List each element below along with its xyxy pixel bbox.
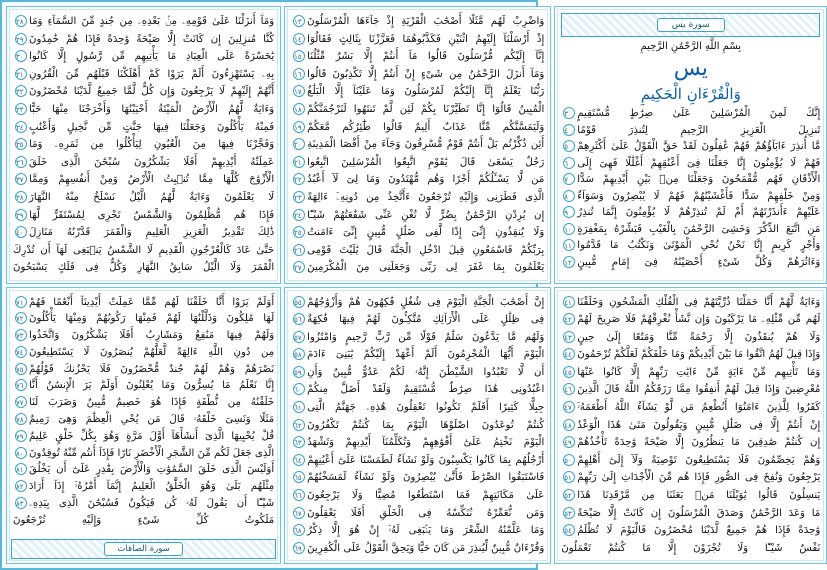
text-line bbox=[291, 84, 544, 100]
verse-text: وَإِذَا قِيلَ لَهُمُ اتَّقُوا مَا بَيْنَ أَيْدِيكُمْ وَمَا خَلْفَكُمْ لَعَلَّكُمْ تُرْحَمُونَ bbox=[577, 349, 821, 361]
text-line bbox=[291, 541, 544, 557]
verse-text: مَنِ اتَّبَعَ الذِّكْرَ وَخَشِىَ الرَّحْمَٰنَ بِالْغَيْبِ فَبَشِّرْهُ بِمَغْفِرَةٍ bbox=[577, 223, 821, 235]
text-line bbox=[13, 208, 274, 224]
page-text bbox=[291, 14, 544, 277]
ayah-number-marker: ٢٥ bbox=[293, 226, 305, 238]
text-line bbox=[291, 243, 544, 259]
ayah-number-marker: ٣٣ bbox=[15, 103, 27, 115]
text-line bbox=[291, 49, 544, 65]
text-line bbox=[291, 120, 544, 136]
verse-text: أَئِن ذُكِّرْتُم بَلْ أَنتُمْ قَوْمٌ مُّسْرِفُونَ وَجَآءَ مِنْ أَقْصَا الْمَدِينَةِ bbox=[307, 139, 545, 151]
basmala: بِسْمِ اللَّهِ الرَّحْمَٰنِ الرَّحِيمِ bbox=[640, 41, 742, 52]
verse-text: خَلَقْنَٰهُ مِن نُّطْفَةٍ فَإِذَا هُوَ خَصِيمٌ مُّبِينٌ وَضَرَبَ لَنَا bbox=[29, 397, 275, 409]
text-line bbox=[291, 155, 544, 171]
verse-text: عَمِلَتْهُ أَيْدِيهِمْ أَفَلَا يَشْكُرُونَ سُبْحَٰنَ الَّذِى خَلَقَ bbox=[29, 156, 275, 168]
text-line bbox=[561, 365, 820, 381]
page-text bbox=[13, 14, 274, 277]
ayah-number-marker: ٢١ bbox=[293, 156, 305, 168]
page-3 bbox=[6, 6, 281, 284]
text-line bbox=[13, 84, 274, 100]
verse-text: رَبُّنَا يَعْلَمُ إِنَّآ إِلَيْكُمْ لَمُرْسَلُونَ وَمَا عَلَيْنَآ إِلَّا الْبَلَٰغُ bbox=[307, 86, 545, 98]
page-text bbox=[561, 295, 820, 558]
ayah-number-marker: ١٤ bbox=[293, 33, 305, 45]
verse-text: جِبِلًّا كَثِيرًا أَفَلَمْ تَكُونُوا تَعْقِلُونَ هَٰذِهِۦ جَهَنَّمُ الَّتِى bbox=[307, 402, 545, 414]
ayah-number-marker: ٨٠ bbox=[15, 447, 27, 459]
ayah-number-marker: ٣٦ bbox=[15, 156, 27, 168]
text-line bbox=[291, 137, 544, 153]
verse-text: وَمَآ أَنزَلْنَا عَلَىٰ قَوْمِهِۦ مِنۢ بَعْدِهِۦ مِن جُندٍ مِّنَ السَّمَآءِ وَمَا bbox=[29, 16, 275, 27]
text-line bbox=[561, 222, 820, 238]
verse-text: إِنَّ أَصْحَٰبَ الْجَنَّةِ الْيَوْمَ فِى شُغُلٍ فَٰكِهُونَ هُمْ وَأَزْوَٰجُهُمْ bbox=[307, 296, 545, 308]
ayah-number-marker: ٣٤ bbox=[15, 121, 27, 133]
text-line bbox=[291, 312, 544, 328]
verse-text: وَأَجْرٍ كَرِيمٍ إِنَّا نَحْنُ نُحْىِ الْمَوْتَىٰ وَنَكْتُبُ مَا قَدَّمُوا bbox=[577, 240, 821, 251]
text-line bbox=[13, 243, 274, 259]
verse-text: عَلَىٰ مَكَانَتِهِمْ فَمَا اسْتَطَٰعُوا مُضِيًّا وَلَا يَرْجِعُونَ bbox=[307, 490, 545, 502]
ayah-number-marker: ٣٠ bbox=[15, 50, 27, 62]
verse-text: وَءَايَةٌ لَّهُمُ الْأَرْضُ الْمَيْتَةُ أَحْيَيْنَٰهَا وَأَخْرَجْنَا مِنْهَا حَبًّا bbox=[29, 103, 275, 115]
text-line bbox=[291, 330, 544, 346]
text-line bbox=[561, 382, 820, 398]
text-line bbox=[291, 295, 544, 311]
pages-grid bbox=[6, 6, 821, 564]
verse-text: لَا يَعْلَمُونَ وَءَايَةٌ لَّهُمُ الَّيْلُ نَسْلَخُ مِنْهُ النَّهَارَ bbox=[29, 191, 275, 203]
text-line bbox=[291, 14, 544, 30]
ayah-number-marker: ٧٧ bbox=[15, 396, 27, 408]
verse-text: أَوَلَمْ يَرَوْا أَنَّا خَلَقْنَا لَهُم مِّمَّا عَمِلَتْ أَيْدِينَآ أَنْعَٰمًا فَهُمْ bbox=[29, 296, 275, 308]
ayah-number-marker: ٦٧ bbox=[293, 507, 305, 519]
text-line bbox=[13, 513, 274, 529]
ayah-number-marker: ٣٥ bbox=[15, 138, 27, 150]
verse-text: مِثْلَهُم بَلَىٰ وَهُوَ الْخَلَّٰقُ الْعَلِيمُ إِنَّمَآ أَمْرُهُۥٓ إِذَآ أَرَادَ bbox=[29, 481, 275, 493]
ayah-number-marker: ٧٤ bbox=[15, 346, 27, 358]
text-line bbox=[13, 155, 274, 171]
text-line bbox=[291, 523, 544, 539]
ayah-number-marker: ١٢ bbox=[563, 256, 575, 268]
text-line bbox=[13, 446, 274, 462]
ayah-number-marker: ٢٨ bbox=[15, 15, 27, 27]
ayah-number-marker: ٥٥ bbox=[293, 296, 305, 308]
text-line bbox=[291, 172, 544, 188]
ayah-number-marker: ١١ bbox=[563, 239, 575, 251]
text-line bbox=[561, 435, 820, 451]
verse-text: وَمَا عَلَّمْنَٰهُ الشِّعْرَ وَمَا يَنۢبَغِى لَهُۥٓ إِنْ هُوَ إِلَّا ذِكْرٌ bbox=[307, 525, 545, 537]
text-line bbox=[291, 488, 544, 504]
ayah-number-marker: ٤٦ bbox=[563, 383, 575, 395]
ayah-number-marker: ٤٠ bbox=[15, 226, 27, 238]
text-line bbox=[13, 496, 274, 512]
ayah-number-marker: ٢٢ bbox=[293, 173, 305, 185]
verse-text: وَمَا تَأْتِيهِم مِّنْ ءَايَةٍ مِّنْ ءَايَٰتِ رَبِّهِمْ إِلَّا كَانُوا عَنْهَا bbox=[577, 366, 821, 378]
text-line bbox=[561, 347, 820, 363]
ayah-number-marker: ٥٧ bbox=[293, 331, 305, 343]
verse-text: إِنَّآ إِلَيْكُم مُّرْسَلُونَ قَالُوا مَآ أَنتُمْ إِلَّا بَشَرٌ مِّثْلُنَا bbox=[307, 51, 545, 63]
verse-text: وَمَن نُّعَمِّرْهُ نُنَكِّسْهُ فِى الْخَلْقِ أَفَلَا يَعْقِلُونَ bbox=[307, 507, 545, 519]
verse-text: إِنْ أَنتُمْ إِلَّا فِى ضَلَٰلٍ مُّبِينٍ وَيَقُولُونَ مَتَىٰ هَٰذَا الْوَعْدُ bbox=[577, 419, 821, 431]
text-line bbox=[13, 260, 274, 276]
verse-text: مِن دُونِ اللَّهِ ءَالِهَةً لَّعَلَّهُمْ يُنصَرُونَ لَا يَسْتَطِيعُونَ bbox=[29, 346, 275, 358]
verse-text: الَّذِى فَطَرَنِى وَإِلَيْهِ تُرْجَعُونَ ءَأَتَّخِذُ مِن دُونِهِۦٓ ءَالِهَةً bbox=[307, 191, 545, 203]
verse-text: لَهَا مَٰلِكُونَ وَذَلَّلْنَٰهَا لَهُمْ فَمِنْهَا رَكُوبُهُمْ وَمِنْهَا يَأْكُلُونَ bbox=[29, 313, 275, 325]
text-line bbox=[13, 102, 274, 118]
text-line bbox=[13, 429, 274, 445]
verse-text: الْيَوْمَ أَيُّهَا الْمُجْرِمُونَ أَلَمْ أَعْهَدْ إِلَيْكُمْ يَٰبَنِىٓ ءَادَمَ bbox=[307, 349, 545, 361]
ayah-number-marker: ٣٩ bbox=[15, 209, 27, 221]
text-line bbox=[561, 139, 820, 155]
text-line bbox=[561, 541, 820, 557]
ayah-number-marker: ٤١ bbox=[563, 296, 575, 308]
verse-text: قُلْ يُحْيِيهَا الَّذِىٓ أَنشَأَهَآ أَوَّلَ مَرَّةٍ وَهُوَ بِكُلِّ خَلْقٍ عَلِيمٌ bbox=[29, 430, 275, 442]
verse-text: كَفَرُوا لِلَّذِينَ ءَامَنُوٓا أَنُطْعِمُ مَن لَّوْ يَشَآءُ اللَّهُ أَطْعَمَهُۥٓ bbox=[577, 402, 821, 414]
verse-text: مَثَلًا وَنَسِىَ خَلْقَهُۥ قَالَ مَن يُحْىِ الْعِظَٰمَ وَهِىَ رَمِيمٌ bbox=[29, 414, 275, 426]
text-line bbox=[561, 418, 820, 434]
surah-opening-title: يس bbox=[673, 56, 708, 81]
ayah-number-marker: ٤٥ bbox=[563, 366, 575, 378]
text-line bbox=[561, 172, 820, 188]
page-2 bbox=[284, 6, 551, 284]
text-line bbox=[561, 470, 820, 486]
ayah-number-marker: ٦ bbox=[563, 157, 575, 169]
verse-text: الْمُبِينُ قَالُوٓا إِنَّا تَطَيَّرْنَا بِكُمْ لَئِن لَّمْ تَنتَهُوا لَنَرْجُمَنَّكُمْ bbox=[307, 103, 545, 115]
verse-text: حَتَّىٰ عَادَ كَالْعُرْجُونِ الْقَدِيمِ لَا الشَّمْسُ يَنۢبَغِى لَهَآ أَن تُدْرِكَ bbox=[13, 244, 275, 256]
verse-text: أَرْجُلُهُم بِمَا كَانُوا يَكْسِبُونَ وَلَوْ نَشَآءُ لَطَمَسْنَا عَلَىٰٓ أَعْيُنِهِمْ bbox=[307, 454, 545, 466]
ayah-number-marker: ٥٦ bbox=[293, 313, 305, 325]
page-text bbox=[13, 295, 274, 530]
page-6 bbox=[6, 287, 281, 565]
ayah-number-marker: ٦٦ bbox=[293, 489, 305, 501]
text-line bbox=[13, 49, 274, 65]
text-line bbox=[291, 470, 544, 486]
ayah-number-marker: ٨٢ bbox=[15, 480, 27, 492]
ayah-number-marker: ١٣ bbox=[293, 15, 305, 27]
ayah-number-marker: ٦٣ bbox=[293, 436, 305, 448]
ayah-number-marker: ٤٩ bbox=[563, 436, 575, 448]
surah-opening-verse: وَالْقُرْءَانِ الْحَكِيمِ bbox=[640, 85, 741, 103]
verse-text: عَلَيْهِمْ ءَأَنذَرْتَهُمْ أَمْ لَمْ تُنذِرْهُمْ لَا يُؤْمِنُونَ إِنَّمَا تُنذِرُ bbox=[577, 207, 821, 218]
text-line bbox=[561, 255, 820, 271]
verse-text: ذَٰلِكَ تَقْدِيرُ الْعَزِيزِ الْعَلِيمِ وَالْقَمَرَ قَدَّرْنَٰهُ مَنَازِلَ bbox=[29, 227, 275, 239]
verse-text: وَٰحِدَةً فَإِذَا هُمْ جَمِيعٌ لَّدَيْنَا مُحْضَرُونَ فَالْيَوْمَ لَا تُظْلَمُ bbox=[577, 525, 821, 537]
ayah-number-marker: ٤ bbox=[563, 124, 575, 136]
next-surah-name-plate: سورة الصافات bbox=[104, 542, 182, 556]
ayah-number-marker: ٥٢ bbox=[563, 489, 575, 501]
ayah-number-marker: ٧٩ bbox=[15, 430, 27, 442]
verse-text: وَلَا يُنقِذُونِ إِنِّىٓ إِذًا لَّفِى ضَلَٰلٍ مُّبِينٍ إِنِّىٓ ءَامَنتُ bbox=[307, 227, 545, 239]
text-line bbox=[13, 328, 274, 344]
page-5 bbox=[284, 287, 551, 565]
verse-text: بِهِۦ يَسْتَهْزِءُونَ أَلَمْ يَرَوْا كَمْ أَهْلَكْنَا قَبْلَهُم مِّنَ الْقُرُونِ bbox=[29, 68, 275, 80]
verse-text: مَا وَعَدَ الرَّحْمَٰنُ وَصَدَقَ الْمُرْسَلُونَ إِن كَانَتْ إِلَّا صَيْحَةً bbox=[577, 507, 821, 519]
verse-text: تَنزِيلَ الْعَزِيزِ الرَّحِيمِ لِتُنذِرَ قَوْمًا bbox=[577, 124, 821, 136]
ayah-number-marker: ٣١ bbox=[15, 68, 27, 80]
ayah-number-marker: ١٦ bbox=[293, 68, 305, 80]
text-line bbox=[13, 395, 274, 411]
text-line bbox=[13, 462, 274, 478]
verse-text: مَلَكُوتُ كُلِّ شَىْءٍ وَإِلَيْهِ تُرْجَعُونَ bbox=[13, 514, 275, 526]
text-line bbox=[561, 400, 820, 416]
page-4 bbox=[554, 287, 827, 565]
surah-name-plate: سورة يس bbox=[657, 18, 725, 32]
page-1 bbox=[554, 6, 827, 284]
ayah-number-marker: ٦٢ bbox=[293, 419, 305, 431]
text-line bbox=[291, 365, 544, 381]
verse-text: الْقَمَرَ وَلَا الَّيْلُ سَابِقُ النَّهَارِ وَكُلٌّ فِى فَلَكٍ يَسْبَحُونَ bbox=[13, 262, 275, 274]
ayah-number-marker: ٣ bbox=[563, 107, 575, 119]
verse-text: نَصْرَهُمْ وَهُمْ لَهُمْ جُندٌ مُّحْضَرُونَ فَلَا يَحْزُنكَ قَوْلُهُمْ bbox=[29, 363, 275, 375]
ayah-number-marker: ٥٣ bbox=[563, 507, 575, 519]
verse-text: وَلَيَمَسَّنَّكُم مِّنَّا عَذَابٌ أَلِيمٌ قَالُوا طَٰٓئِرُكُم مَّعَكُمْ bbox=[307, 121, 545, 133]
text-line bbox=[13, 67, 274, 83]
ayah-number-marker: ٨١ bbox=[15, 463, 27, 475]
verse-text: وَفَجَّرْنَا فِيهَا مِنَ الْعُيُونِ لِيَأْكُلُوا مِن ثَمَرِهِۦ وَمَا bbox=[29, 139, 275, 151]
verse-text: وَلَهُم مَّا يَدَّعُونَ سَلَٰمٌ قَوْلًا مِّن رَّبٍّ رَّحِيمٍ وَامْتَٰزُوا bbox=[307, 331, 545, 343]
verse-text: وَاضْرِبْ لَهُم مَّثَلًا أَصْحَٰبَ الْقَرْيَةِ إِذْ جَآءَهَا الْمُرْسَلُونَ bbox=[307, 16, 545, 27]
text-line bbox=[13, 362, 274, 378]
text-line bbox=[291, 260, 544, 276]
text-line bbox=[13, 14, 274, 30]
text-line bbox=[291, 32, 544, 48]
verse-text: الْأَذْقَانِ فَهُم مُّقْمَحُونَ وَجَعَلْنَا مِنۢ بَيْنِ أَيْدِيهِمْ سَدًّا bbox=[577, 174, 821, 185]
verse-text: وَمِنْ خَلْفِهِمْ سَدًّا فَأَغْشَيْنَٰهُمْ فَهُمْ لَا يُبْصِرُونَ وَسَوَآءٌ bbox=[577, 190, 821, 202]
ayah-number-marker: ٧٥ bbox=[15, 363, 27, 375]
ayah-number-marker: ٧٣ bbox=[15, 329, 27, 341]
ayah-number-marker: ٩ bbox=[563, 206, 575, 218]
ayah-number-marker: ٤٢ bbox=[563, 313, 575, 325]
verse-text: وَءَاثَٰرَهُمْ وَكُلَّ شَىْءٍ أَحْصَيْنَٰهُ فِىٓ إِمَامٍ مُّبِينٍ bbox=[577, 256, 821, 268]
verse-text: وَلَا هُمْ يُنقَذُونَ إِلَّا رَحْمَةً مِّنَّا وَمَتَٰعًا إِلَىٰ حِينٍ bbox=[577, 331, 821, 343]
verse-text: وَهُمْ يَخِصِّمُونَ فَلَا يَسْتَطِيعُونَ تَوْصِيَةً وَلَآ إِلَىٰٓ أَهْلِهِمْ bbox=[577, 454, 821, 466]
ayah-number-marker: ١٠ bbox=[563, 223, 575, 235]
text-line bbox=[13, 120, 274, 136]
text-line bbox=[561, 523, 820, 539]
text-line bbox=[291, 382, 544, 398]
surah-header-frame bbox=[561, 13, 820, 37]
verse-text: يَنسِلُونَ قَالُوا يَٰوَيْلَنَا مَنۢ بَعَثَنَا مِن مَّرْقَدِنَا هَٰذَا bbox=[577, 490, 821, 502]
verse-text: إِنَّا نَعْلَمُ مَا يُسِرُّونَ وَمَا يُعْلِنُونَ أَوَلَمْ يَرَ الْإِنسَٰنُ أَنَّا bbox=[29, 380, 275, 392]
ayah-number-marker: ٥ bbox=[563, 140, 575, 152]
text-line bbox=[561, 189, 820, 205]
text-line bbox=[13, 479, 274, 495]
text-line bbox=[561, 330, 820, 346]
text-line bbox=[13, 378, 274, 394]
ayah-number-marker: ٧٨ bbox=[15, 413, 27, 425]
verse-text: كُنتُمْ تُوعَدُونَ اصْلَوْهَا الْيَوْمَ بِمَا كُنتُمْ تَكْفُرُونَ bbox=[307, 419, 545, 431]
verse-text: شَيْـًٔا أَن يَقُولَ لَهُۥ كُن فَيَكُونُ فَسُبْحَٰنَ الَّذِى بِيَدِهِۦ bbox=[29, 498, 275, 510]
ayah-number-marker: ٦٨ bbox=[293, 524, 305, 536]
verse-text: يَرْجِعُونَ وَنُفِخَ فِى الصُّورِ فَإِذَا هُم مِّنَ الْأَجْدَاثِ إِلَىٰ رَبِّهِمْ bbox=[577, 472, 821, 484]
ayah-number-marker: ٥٩ bbox=[293, 366, 305, 378]
verse-text: كُنَّا مُنزِلِينَ إِن كَانَتْ إِلَّا صَيْحَةً وَٰحِدَةً فَإِذَا هُمْ خَٰمِدُونَ bbox=[29, 33, 275, 45]
verse-text: إِذْ أَرْسَلْنَآ إِلَيْهِمُ اثْنَيْنِ فَكَذَّبُوهُمَا فَعَزَّزْنَا بِثَالِثٍ فَقَالُوٓا bbox=[307, 33, 545, 45]
verse-text: أَن لَّا تَعْبُدُوا الشَّيْطَٰنَ إِنَّهُۥ لَكُمْ عَدُوٌّ مُّبِينٌ وَأَنِ bbox=[307, 366, 545, 378]
text-line bbox=[291, 225, 544, 241]
verse-text: أَوَلَيْسَ الَّذِى خَلَقَ السَّمَٰوَٰتِ وَالْأَرْضَ بِقَٰدِرٍ عَلَىٰٓ أَن يَخْلُقَ bbox=[29, 464, 275, 476]
verse-text: فِى ظِلَٰلٍ عَلَى الْأَرَآئِكِ مُتَّكِـُٔونَ لَهُمْ فِيهَا فَٰكِهَةٌ bbox=[307, 314, 545, 326]
ayah-number-marker: ٨٣ bbox=[15, 497, 27, 509]
text-line bbox=[291, 190, 544, 206]
verse-text: نَفْسٌ شَيْـًٔا وَلَا تُجْزَوْنَ إِلَّا مَا كُنتُمْ تَعْمَلُونَ bbox=[561, 542, 821, 554]
text-line bbox=[13, 190, 274, 206]
verse-text: لَهُم مِّن مِّثْلِهِۦ مَا يَرْكَبُونَ وَإِن نَّشَأْ نُغْرِقْهُمْ فَلَا صَرِيخَ لَهُمْ bbox=[577, 314, 821, 326]
text-line bbox=[13, 32, 274, 48]
page-text bbox=[561, 106, 820, 271]
ayah-number-marker: ٧ bbox=[563, 173, 575, 185]
ayah-number-marker: ٢٧ bbox=[293, 261, 305, 273]
ayah-number-marker: ٦٩ bbox=[293, 542, 305, 554]
text-line bbox=[561, 488, 820, 504]
verse-text: رَجُلٌ يَسْعَىٰ قَالَ يَٰقَوْمِ اتَّبِعُوا الْمُرْسَلِينَ اتَّبِعُوا bbox=[307, 156, 545, 168]
ayah-number-marker: ٢٤ bbox=[293, 209, 305, 221]
ayah-number-marker: ٦١ bbox=[293, 401, 305, 413]
ayah-number-marker: ٥٤ bbox=[563, 524, 575, 536]
verse-text: فَهُمْ لَا يُؤْمِنُونَ إِنَّا جَعَلْنَا فِىٓ أَعْنَٰقِهِمْ أَغْلَٰلًا فَهِىَ إِلَى bbox=[577, 157, 821, 169]
text-line bbox=[291, 102, 544, 118]
verse-text: وَقُرْءَانٌ مُّبِينٌ لِّيُنذِرَ مَن كَانَ حَيًّا وَيَحِقَّ الْقَوْلُ عَلَى الْكَٰفِرِينَ bbox=[307, 542, 545, 554]
text-line bbox=[561, 205, 820, 221]
text-line bbox=[561, 156, 820, 172]
ayah-number-marker: ١٥ bbox=[293, 50, 305, 62]
ayah-number-marker: ٤٣ bbox=[563, 331, 575, 343]
ayah-number-marker: ٣٧ bbox=[15, 173, 27, 185]
text-line bbox=[291, 208, 544, 224]
ayah-number-marker: ٤٧ bbox=[563, 401, 575, 413]
verse-text: الْأَزْوَٰجَ كُلَّهَا مِمَّا تُنۢبِتُ الْأَرْضُ وَمِنْ أَنفُسِهِمْ وَمِمَّا bbox=[29, 174, 275, 186]
verse-text: فَمِنْهُ يَأْكُلُونَ وَجَعَلْنَا فِيهَا جَنَّٰتٍ مِّن نَّخِيلٍ وَأَعْنَٰبٍ bbox=[29, 121, 275, 133]
text-line bbox=[13, 137, 274, 153]
text-line bbox=[561, 123, 820, 139]
verse-text: فَإِذَا هُم مُّظْلِمُونَ وَالشَّمْسُ تَجْرِى لِمُسْتَقَرٍّ لَّهَا bbox=[29, 209, 275, 221]
ayah-number-marker: ٥٠ bbox=[563, 454, 575, 466]
text-line bbox=[291, 67, 544, 83]
text-line bbox=[561, 312, 820, 328]
ayah-number-marker: ١٩ bbox=[293, 121, 305, 133]
verse-text: مُعْرِضِينَ وَإِذَا قِيلَ لَهُمْ أَنفِقُوا مِمَّا رَزَقَكُمُ اللَّهُ قَالَ الَّذِينَ bbox=[577, 384, 821, 396]
ayah-number-marker: ١٨ bbox=[293, 103, 305, 115]
ayah-number-marker: ٤٨ bbox=[563, 419, 575, 431]
text-line bbox=[13, 225, 274, 241]
ayah-number-marker: ٦٥ bbox=[293, 471, 305, 483]
ayah-number-marker: ٢٣ bbox=[293, 191, 305, 203]
ayah-number-marker: ٨ bbox=[563, 190, 575, 202]
verse-text: اعْبُدُونِى هَٰذَا صِرَٰطٌ مُّسْتَقِيمٌ وَلَقَدْ أَضَلَّ مِنكُمْ bbox=[307, 384, 545, 396]
verse-text: مَّا أُنذِرَ ءَابَآؤُهُمْ فَهُمْ غَٰفِلُونَ لَقَدْ حَقَّ الْقَوْلُ عَلَىٰ أَكْثَرِهِمْ bbox=[577, 141, 821, 152]
text-line bbox=[13, 345, 274, 361]
ayah-number-marker: ٧١ bbox=[15, 296, 27, 308]
text-line bbox=[561, 295, 820, 311]
verse-text: بِرَبِّكُمْ فَاسْمَعُونِ قِيلَ ادْخُلِ الْجَنَّةَ قَالَ يَٰلَيْتَ قَوْمِى bbox=[307, 244, 545, 256]
ayah-number-marker: ٦٠ bbox=[293, 383, 305, 395]
ayah-number-marker: ٥١ bbox=[563, 471, 575, 483]
verse-text: أَنَّهُمْ إِلَيْهِمْ لَا يَرْجِعُونَ وَإِن كُلٌّ لَّمَّا جَمِيعٌ لَّدَيْنَا مُحْضَرُونَ bbox=[29, 86, 275, 98]
verse-text: يَعْلَمُونَ بِمَا غَفَرَ لِى رَبِّى وَجَعَلَنِى مِنَ الْمُكْرَمِينَ bbox=[307, 262, 545, 274]
verse-text: فَاسْتَبَقُوا الصِّرَٰطَ فَأَنَّىٰ يُبْصِرُونَ وَلَوْ نَشَآءُ لَمَسَخْنَٰهُمْ bbox=[307, 472, 545, 484]
ayah-number-marker: ١٧ bbox=[293, 85, 305, 97]
verse-text: إِن كُنتُمْ صَٰدِقِينَ مَا يَنظُرُونَ إِلَّا صَيْحَةً وَٰحِدَةً تَأْخُذُهُمْ bbox=[577, 437, 821, 449]
text-line bbox=[291, 400, 544, 416]
text-line bbox=[13, 172, 274, 188]
verse-text: مَن لَّا يَسْـَٔلُكُمْ أَجْرًا وَهُم مُّهْتَدُونَ وَمَا لِىَ لَآ أَعْبُدُ bbox=[307, 174, 545, 186]
verse-text: وَلَهُمْ فِيهَا مَنَٰفِعُ وَمَشَارِبُ أَفَلَا يَشْكُرُونَ وَاتَّخَذُوا bbox=[29, 330, 275, 342]
ayah-number-marker: ٢٩ bbox=[15, 33, 27, 45]
ayah-number-marker: ٤٤ bbox=[563, 348, 575, 360]
ayah-number-marker: ٣٢ bbox=[15, 85, 27, 97]
verse-text: إِنَّكَ لَمِنَ الْمُرْسَلِينَ عَلَىٰ صِرَٰطٍ مُّسْتَقِيمٍ bbox=[577, 108, 821, 119]
text-line bbox=[561, 106, 820, 122]
ayah-number-marker: ٣٨ bbox=[15, 191, 27, 203]
text-line bbox=[13, 412, 274, 428]
next-surah-header-frame bbox=[11, 539, 276, 559]
page-text bbox=[291, 295, 544, 558]
text-line bbox=[13, 311, 274, 327]
ayah-number-marker: ٧٢ bbox=[15, 312, 27, 324]
verse-text: الْيَوْمَ نَخْتِمُ عَلَىٰٓ أَفْوَٰهِهِمْ وَتُكَلِّمُنَآ أَيْدِيهِمْ وَتَشْهَدُ bbox=[307, 437, 545, 449]
text-line bbox=[291, 347, 544, 363]
ayah-number-marker: ٢٠ bbox=[293, 138, 305, 150]
ayah-number-marker: ٢٦ bbox=[293, 244, 305, 256]
text-line bbox=[561, 506, 820, 522]
text-line bbox=[291, 418, 544, 434]
ayah-number-marker: ٦٤ bbox=[293, 454, 305, 466]
ayah-number-marker: ٧٦ bbox=[15, 379, 27, 391]
text-line bbox=[13, 295, 274, 311]
text-line bbox=[291, 453, 544, 469]
text-line bbox=[291, 506, 544, 522]
text-line bbox=[561, 453, 820, 469]
verse-text: يَٰحَسْرَةً عَلَى الْعِبَادِ مَا يَأْتِيهِم مِّن رَّسُولٍ إِلَّا كَانُوا bbox=[29, 51, 275, 63]
verse-text: إِن يُرِدْنِ الرَّحْمَٰنُ بِضُرٍّ لَّا تُغْنِ عَنِّى شَفَٰعَتُهُمْ شَيْـًٔا bbox=[307, 209, 545, 221]
verse-text: وَمَآ أَنزَلَ الرَّحْمَٰنُ مِن شَىْءٍ إِنْ أَنتُمْ إِلَّا تَكْذِبُونَ قَالُوا bbox=[307, 68, 545, 80]
verse-text: وَءَايَةٌ لَّهُمْ أَنَّا حَمَلْنَا ذُرِّيَّتَهُمْ فِى الْفُلْكِ الْمَشْحُونِ وَخَلَقْنَا bbox=[577, 296, 821, 308]
text-line bbox=[561, 238, 820, 254]
verse-text: الَّذِى جَعَلَ لَكُم مِّنَ الشَّجَرِ الْأَخْضَرِ نَارًا فَإِذَآ أَنتُم مِّنْهُ تُوقِدُونَ bbox=[29, 447, 275, 459]
ayah-number-marker: ٥٨ bbox=[293, 348, 305, 360]
text-line bbox=[291, 435, 544, 451]
